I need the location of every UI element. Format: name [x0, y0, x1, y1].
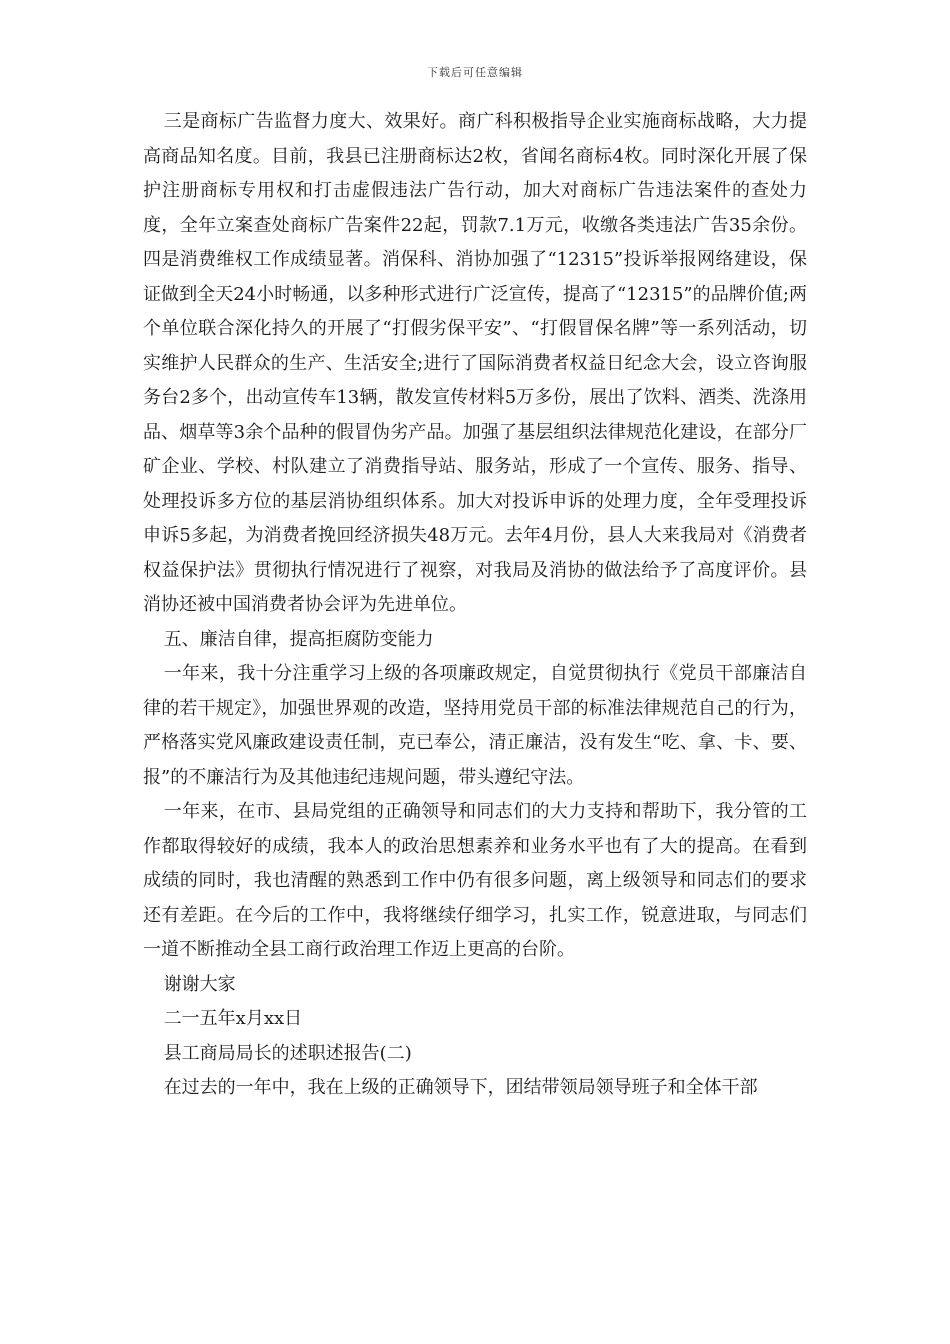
paragraph-summary: 一年来，在市、县局党组的正确领导和同志们的大力支持和帮助下，我分管的工作都取得较好的成绩，我本人的政治思想素养和业务水平也有了大的提高。在看到成绩的同时，我也清醒的熟悉到工作中仍有很多问题，离上级领导和同志们的要求还有差距。在今后的工作中，我将继续仔细学习，扎实工作，锐意进取，与同志们一道不断推动全县工商行政治理工作迈上更高的台阶。: [143, 801, 807, 960]
date-line: 二一五年x月xx日: [163, 1008, 303, 1029]
report-title-two: 县工商局局长的述职述报告(二): [163, 1042, 412, 1064]
section-heading-integrity: 五、廉洁自律，提高拒腐防变能力: [163, 628, 434, 650]
document-body: [143, 70, 807, 1106]
paragraph-trademark-consumer: 三是商标广告监督力度大、效果好。商广科积极指导企业实施商标战略，大力提高商品知名度。目前，我县已注册商标达2枚，省闻名商标4枚。同时深化开展了保护注册商标专用权和打击虚假违法广告行动，加大对商标广告违法案件的查处力度，全年立案查处商标广告案件22起，罚款7.1万元，收缴各类违法广告35余份。四是消费维权工作成绩显著。消保科、消协加强了“12315”投诉举报网络建设，保证做到全天24小时畅通，以多种形式进行广泛宣传，提高了“12315”的品牌价值;两个单位联合深化持久的开展了“打假劣保平安”、“打假冒保名牌”等一系列活动，切实维护人民群众的生产、生活安全;进行了国际消费者权益日纪念大会，设立咨询服务台2多个，出动宣传车13辆，散发宣传材料5万多份，展出了饮料、酒类、洗涤用品、烟草等3余个品种的假冒伪劣产品。加强了基层组织法律规范化建设，在部分厂矿企业、学校、村队建立了消费指导站、服务站，形成了一个宣传、服务、指导、处理投诉多方位的基层消协组织体系。加大对投诉申诉的处理力度，全年受理投诉申诉5多起，为消费者挽回经济损失48万元。去年4月份，县人大来我局对《消费者权益保护法》贯彻执行情况进行了视察，对我局及消协的做法给予了高度评价。县消协还被中国消费者协会评为先进单位。: [143, 111, 807, 615]
paragraph-integrity: 一年来，我十分注重学习上级的各项廉政规定，自觉贯彻执行《党员干部廉洁自律的若干规定》，加强世界观的改造，坚持用党员干部的标准法律规范自己的行为，严格落实党风廉政建设责任制，克已奉公，清正廉洁，没有发生“吃、拿、卡、要、报”的不廉洁行为及其他违纪违规问题，带头遵纪守法。: [143, 663, 807, 788]
thanks-line: 谢谢大家: [163, 973, 236, 995]
paragraph-report-two-intro: 在过去的一年中，我在上级的正确领导下，团结带领局领导班子和全体干部: [163, 1077, 758, 1098]
page-header: 下载后可任意编辑: [427, 66, 523, 79]
